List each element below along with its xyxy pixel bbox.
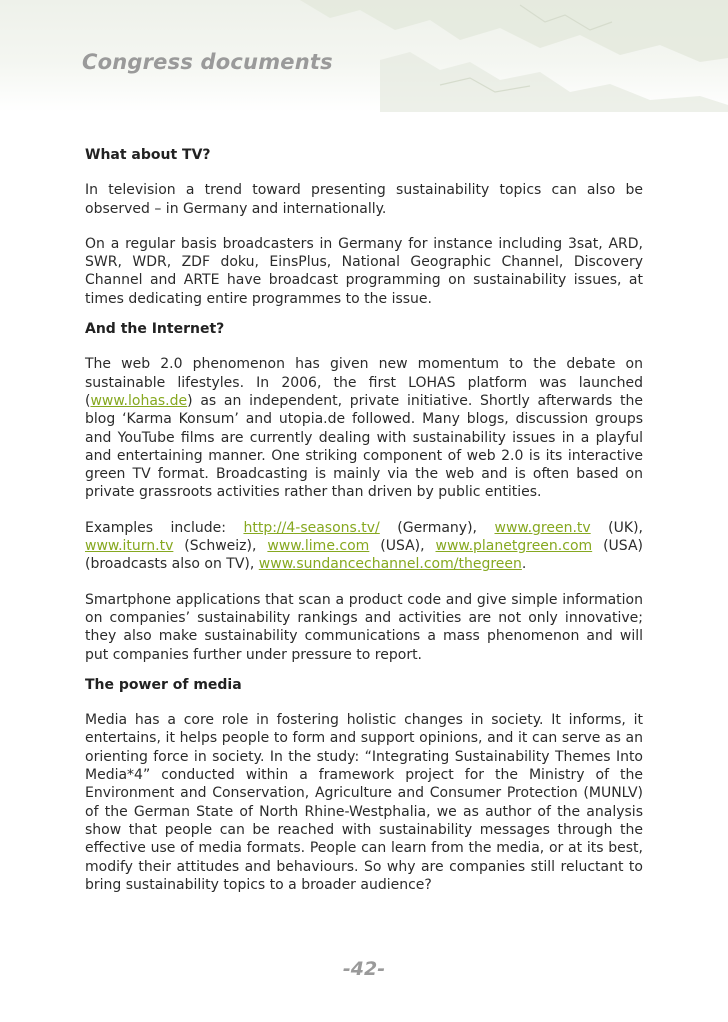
- link-sundancechannel[interactable]: www.sundancechannel.com/thegreen: [258, 556, 522, 573]
- link-green-tv[interactable]: www.green.tv: [494, 519, 591, 536]
- paragraph: On a regular basis broadcasters in Germany for instance including 3sat, ARD, SWR, WDR, ZDF doku, EinsPlus, National Geographic Channel, Discovery Channel and ARTE have broadcast programming on sustainability issues, at times dedicating entire programmes to the issue.: [85, 235, 643, 307]
- text-span: .: [521, 556, 527, 573]
- text-span: (USA) (broadcasts also on TV),: [85, 538, 643, 573]
- page-number: -42-: [342, 958, 386, 980]
- link-4-seasons[interactable]: http://4-seasons.tv/: [243, 519, 380, 536]
- link-lime[interactable]: www.lime.com: [267, 538, 370, 555]
- text-span: The web 2.0 phenomenon has given new momentum to the debate on sustainable lifestyles. In 2006, the first LOHAS platform was launched (: [85, 356, 643, 409]
- link-planetgreen[interactable]: www.planetgreen.com: [435, 538, 593, 555]
- link-iturn[interactable]: www.iturn.tv: [85, 538, 174, 555]
- text-span: (USA),: [369, 538, 436, 555]
- text-span: Examples include:: [85, 519, 244, 536]
- text-span: (Germany),: [379, 519, 495, 536]
- section-heading-tv: What about TV?: [85, 147, 211, 163]
- section-heading-internet: And the Internet?: [85, 321, 225, 338]
- paragraph: Media has a core role in fostering holistic changes in society. It informs, it entertains, it helps people to form and support opinions, and it can serve as an orienting force in society. In the study: “Integrating Sustainability Themes Into Media*4” conducted within a framework project for the Ministry of the Environment and Conservation, Agriculture and Consumer Protection (MUNLV) of the German State of North Rhine-Westphalia, we as author of the analysis show that people can be reached with sustainability messages through the effective use of media formats. People can learn from the media, or at its best, modify their attitudes and behaviours. So why are companies still reluctant to bring sustainability topics to a broader audience?: [85, 712, 643, 893]
- paragraph: [85, 355, 643, 501]
- link-lohas[interactable]: www.lohas.de: [90, 392, 188, 409]
- text-span: ) as an independent, private initiative. Shortly afterwards the blog ‘Karma Konsum’ and utopia.de followed. Many blogs, discussion groups and YouTube films are currently dealing with sustainability issues in a playful and entertaining manner. One striking component of web 2.0 is its interactive green TV format. Broadcasting is mainly via the web and is often based on private grassroots activities rather than driven by public entities.: [85, 392, 643, 501]
- section-heading-media: The power of media: [85, 676, 242, 693]
- article-body: [85, 146, 643, 911]
- page-header: [0, 0, 728, 112]
- paragraph: Smartphone applications that scan a product code and give simple information on companies’ sustainability rankings and activities are not only innovative; they also make sustainability communications a mass phenomenon and will put companies further under pressure to report.: [85, 591, 643, 663]
- text-span: (Schweiz),: [173, 538, 268, 555]
- text-span: (UK),: [590, 519, 643, 536]
- paragraph: In television a trend toward presenting sustainability topics can also be observed – in Germany and internationally.: [85, 182, 643, 217]
- examples-paragraph: [85, 519, 643, 574]
- header-title: Congress documents: [82, 50, 333, 74]
